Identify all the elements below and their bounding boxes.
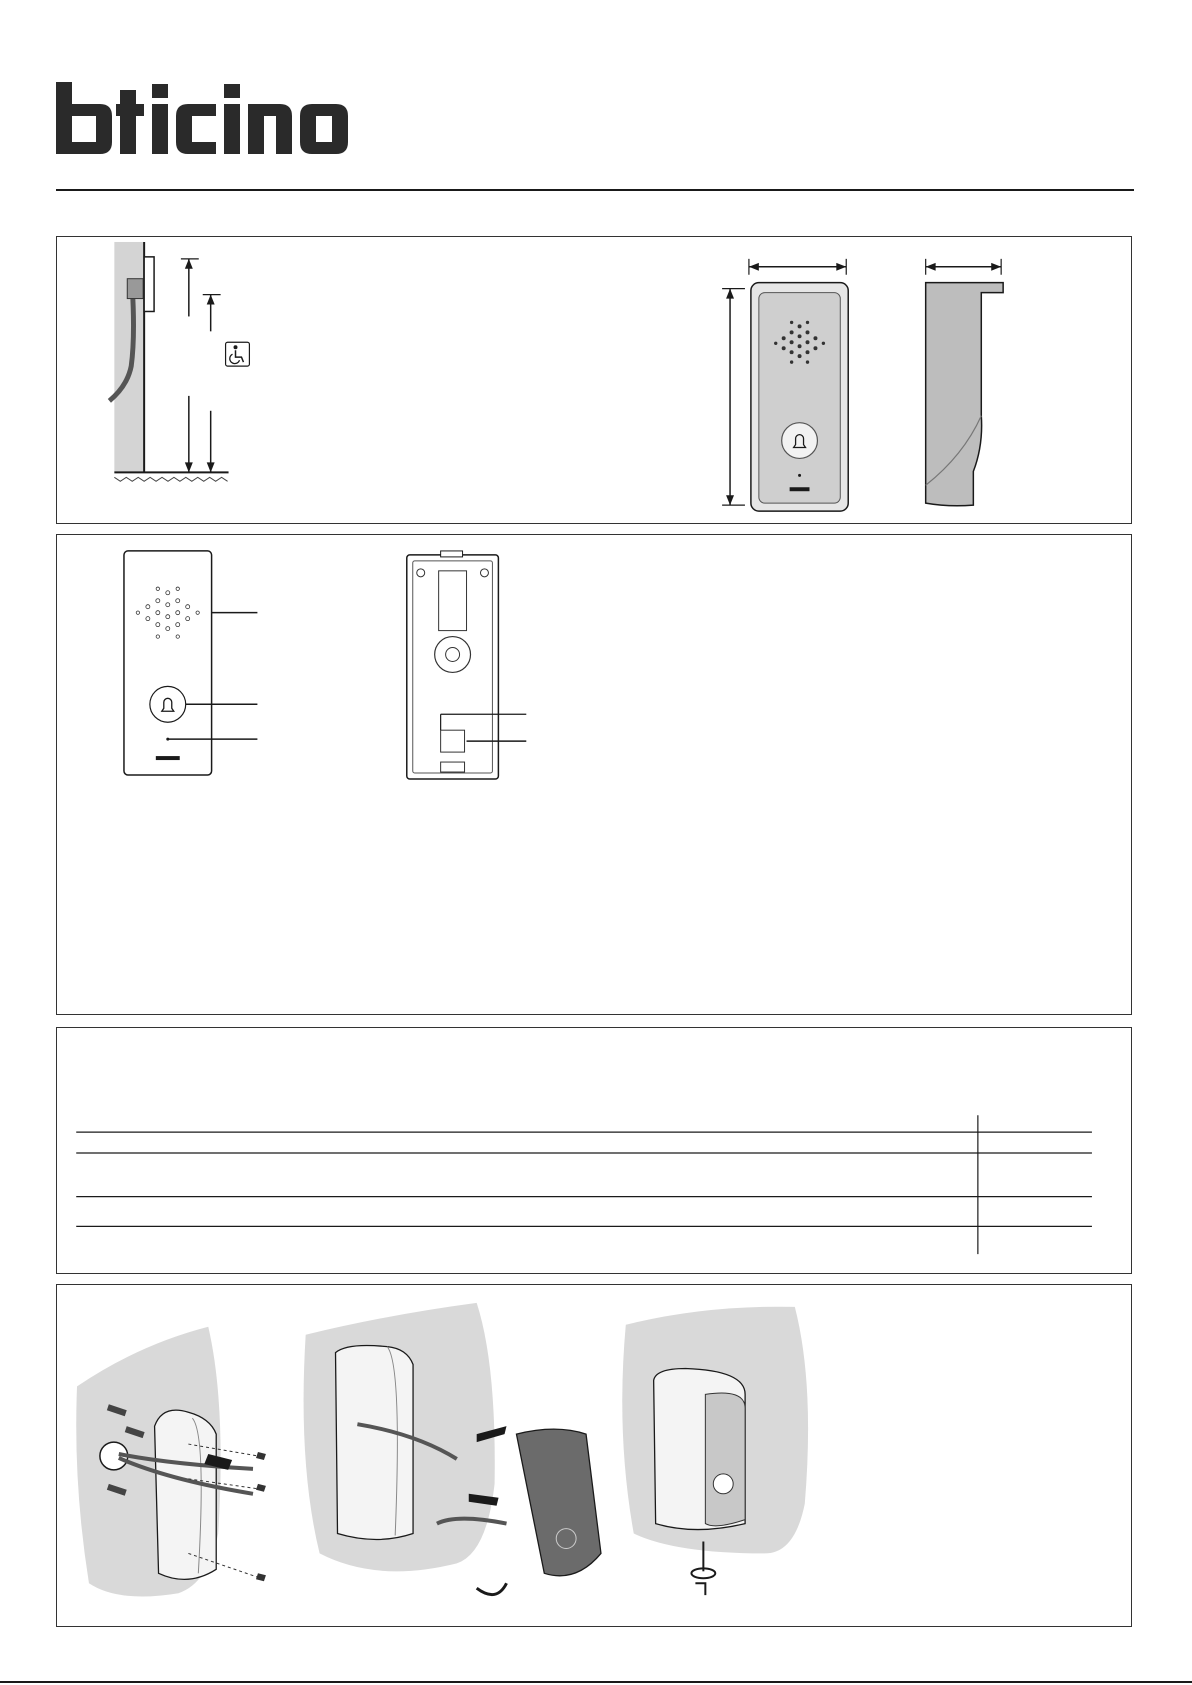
device-front-panel (124, 551, 257, 775)
device-side-mini (144, 257, 154, 312)
spec-table-grid (57, 1028, 1131, 1273)
spec-table-panel (56, 1027, 1132, 1274)
installation-dimensions-drawing (57, 237, 1131, 523)
device-side-view (926, 259, 1003, 506)
wheelchair-icon (226, 342, 250, 366)
bticino-logo (56, 82, 370, 154)
mounting-steps-panel (56, 1284, 1132, 1627)
front-back-views-drawing (57, 535, 1131, 1014)
mounting-step-3 (622, 1307, 808, 1595)
product-views-panel (56, 534, 1132, 1015)
device-back-panel (407, 551, 527, 779)
header-rule (56, 189, 1134, 191)
installation-height-panel (56, 236, 1132, 524)
mounting-steps-drawing (57, 1285, 1131, 1626)
brand-logo-mark (56, 82, 370, 154)
footer-rule (0, 1681, 1192, 1683)
wall-section (114, 242, 144, 472)
mounting-step-2 (304, 1303, 601, 1595)
mounting-step-1 (76, 1327, 266, 1597)
device-front-view (722, 259, 848, 511)
